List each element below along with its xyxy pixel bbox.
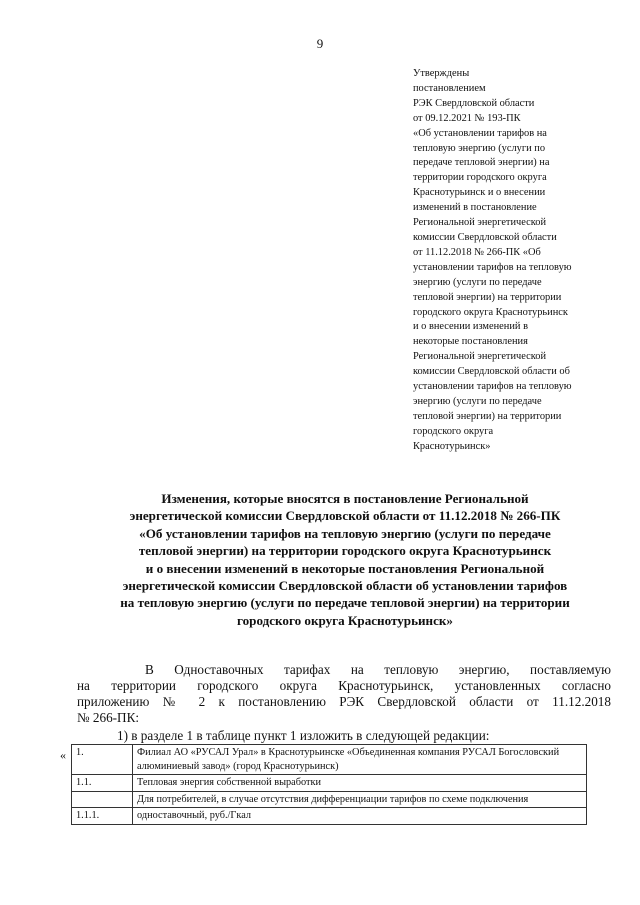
title-line: «Об установлении тарифов на тепловую энергию (услуги по передаче [139, 525, 551, 541]
paragraph-line: приложению № 2 к постановлению РЭК Свердловской области от 11.12.2018 [77, 694, 611, 709]
approval-line: установлении тарифов на тепловую [413, 381, 572, 393]
approval-line: и о внесении изменений в [413, 321, 528, 333]
page-number: 9 [316, 36, 324, 51]
body-paragraph [77, 662, 611, 726]
approval-line: энергию (услуги по передаче [413, 276, 542, 288]
approval-line: тепловой энергии) на территории [413, 410, 562, 422]
tariff-table [71, 744, 587, 825]
table-row [72, 791, 587, 808]
row-number: 1.1. [72, 775, 133, 792]
document-title [75, 490, 615, 629]
approval-line: Краснотурьинск» [413, 440, 491, 452]
row-number: 1. [72, 745, 133, 775]
row-text: одноставочный, руб./Гкал [133, 808, 587, 825]
approval-line: Краснотурьинск и о внесении [413, 187, 546, 199]
row-number: 1.1.1. [72, 808, 133, 825]
title-line: городского округа Краснотурьинск» [237, 612, 453, 628]
amendment-instruction: 1) в разделе 1 в таблице пункт 1 изложить в следующей редакции: [117, 728, 490, 743]
quote-open-mark: « [60, 748, 66, 762]
paragraph-line: № 266-ПК: [77, 710, 140, 725]
paragraph-line: В Одноставочных тарифах на тепловую энергию, поставляемую [145, 662, 611, 677]
approval-line: изменений в постановление [413, 202, 537, 214]
approval-line: городского округа [413, 425, 494, 437]
approval-line: постановлением [413, 82, 486, 94]
title-line: на тепловую энергию (услуги по передаче тепловой энергии) на территории [120, 595, 570, 611]
approval-line: РЭК Свердловской области [413, 97, 535, 109]
row-text: Для потребителей, в случае отсутствия дифференциации тарифов по схеме подключения [133, 791, 587, 808]
approval-line: тепловой энергии) на территории [413, 291, 562, 303]
approval-line: Региональной энергетической [413, 217, 547, 229]
table-row [72, 775, 587, 792]
approval-line: комиссии Свердловской области об [413, 366, 570, 378]
approval-line: некоторые постановления [413, 336, 528, 348]
approval-line: от 09.12.2021 № 193-ПК [413, 112, 521, 124]
approval-block [413, 67, 618, 455]
title-line: энергетической комиссии Свердловской области об установлении тарифов [122, 578, 568, 594]
approval-line: тепловую энергию (услуги по [413, 142, 546, 154]
approval-line: комиссии Свердловской области [413, 231, 557, 243]
row-number [72, 791, 133, 808]
approval-line: энергию (услуги по передаче [413, 395, 542, 407]
row-text: Филиал АО «РУСАЛ Урал» в Краснотурьинске «Объединенная компания РУСАЛ Богословский алюминиевый завод» (город Краснотурьинск) [133, 745, 587, 775]
approval-line: установлении тарифов на тепловую [413, 261, 572, 273]
approval-line: «Об установлении тарифов на [413, 127, 547, 139]
approval-line: территории городского округа [413, 172, 547, 184]
title-line: энергетической комиссии Свердловской области от 11.12.2018 № 266-ПК [129, 508, 561, 524]
approval-line: городского округа Краснотурьинск [413, 306, 568, 318]
approval-line: Утверждены [413, 68, 470, 79]
table-row [72, 745, 587, 775]
title-line: тепловой энергии) на территории городского округа Краснотурьинск [138, 543, 552, 559]
approval-line: передаче тепловой энергии) на [413, 157, 550, 169]
table-row [72, 808, 587, 825]
approval-line: от 11.12.2018 № 266-ПК «Об [413, 246, 541, 258]
paragraph-line: на территории городского округа Краснотурьинск, установленных согласно [77, 678, 611, 693]
row-text: Тепловая энергия собственной выработки [133, 775, 587, 792]
approval-line: Региональной энергетической [413, 351, 547, 363]
title-line: и о внесении изменений в некоторые постановления Региональной [145, 560, 545, 576]
title-line: Изменения, которые вносятся в постановление Региональной [161, 491, 529, 506]
